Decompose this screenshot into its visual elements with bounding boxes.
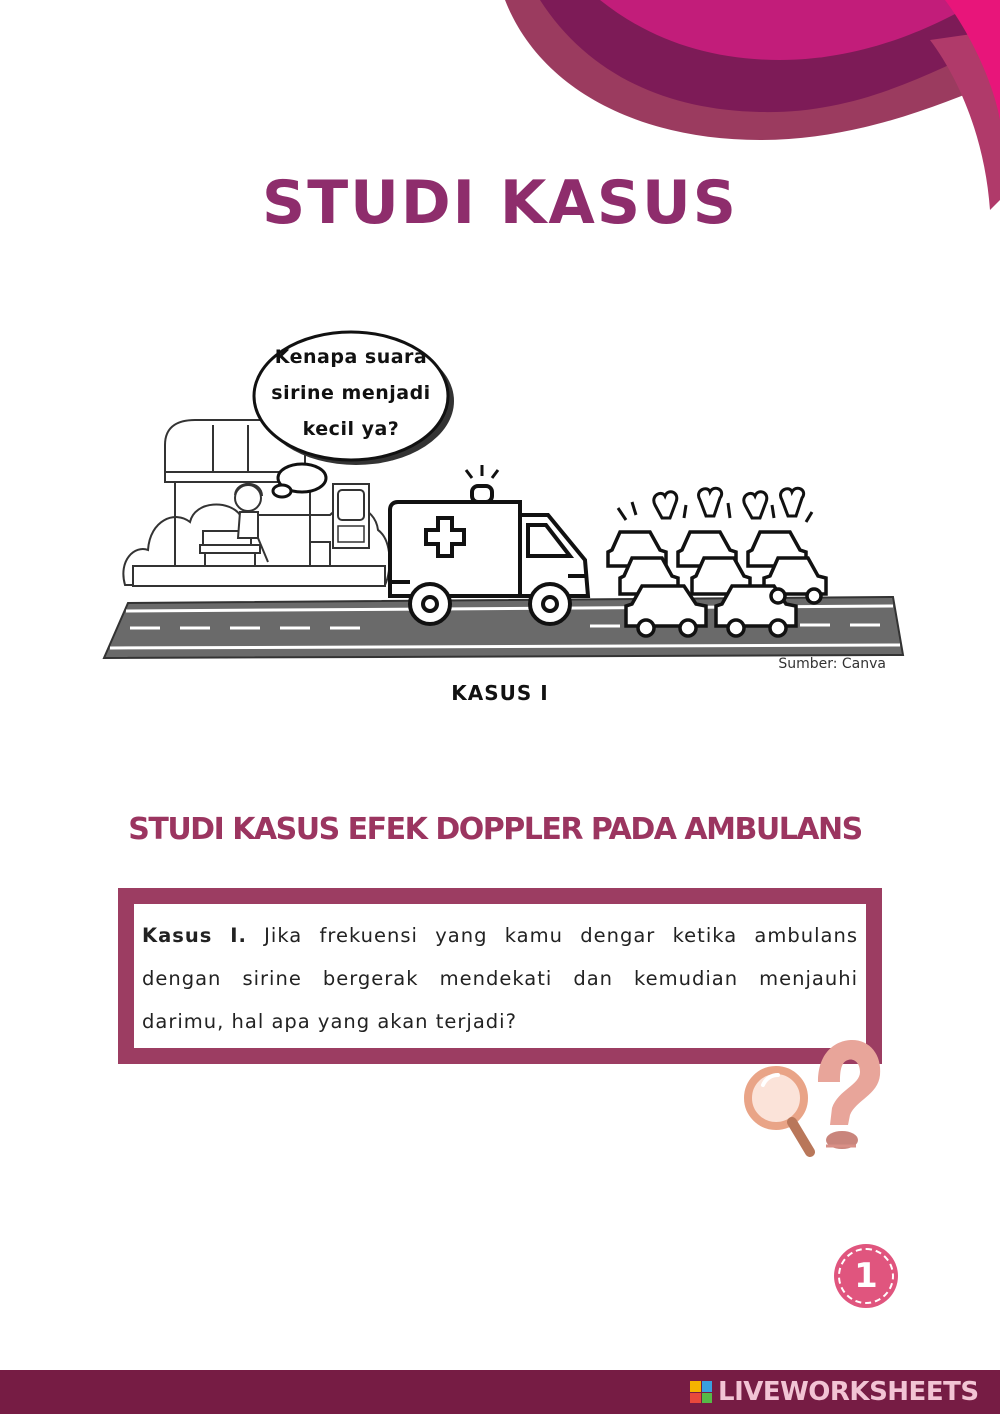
page-number-badge bbox=[834, 1244, 898, 1308]
case-study-text bbox=[142, 914, 858, 1043]
speech-bubble-text: Kenapa suara sirine menjadi kecil ya? bbox=[271, 346, 431, 440]
image-source-credit: Sumber: Canva bbox=[778, 656, 886, 672]
magnifier-question-icon bbox=[740, 1035, 890, 1165]
image-caption: KASUS I bbox=[451, 681, 549, 705]
ambulance-traffic-illustration bbox=[0, 300, 1000, 660]
case-question: Jika frekuensi yang kamu dengar ketika ambulans dengan sirine bergerak mendekati dan kemudian menjauhi darimu, hal apa yang akan terjadi? bbox=[142, 924, 858, 1033]
liveworksheets-brand[interactable] bbox=[690, 1375, 979, 1409]
section-heading: STUDI KASUS EFEK DOPPLER PADA AMBULANS bbox=[128, 812, 862, 847]
case-label: Kasus I. bbox=[142, 924, 247, 947]
liveworksheets-logo-icon bbox=[690, 1381, 712, 1403]
liveworksheets-brand-text: LIVEWORKSHEETS bbox=[718, 1377, 979, 1407]
page-number: 1 bbox=[854, 1256, 878, 1296]
page-title: STUDI KASUS bbox=[262, 168, 738, 238]
